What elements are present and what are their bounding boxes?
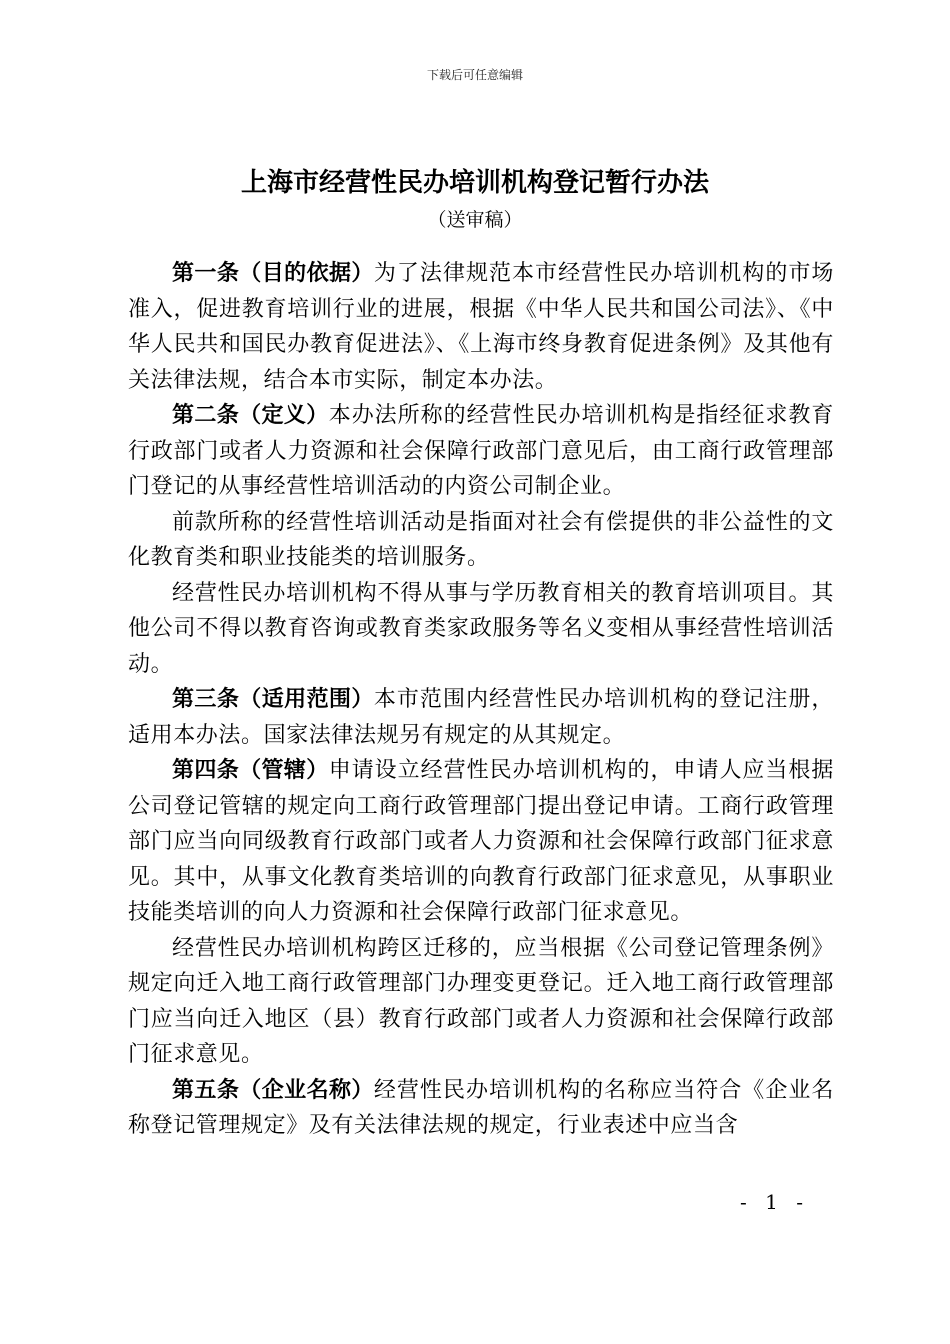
paragraph-article-2 bbox=[128, 398, 834, 505]
paragraph-article-3 bbox=[128, 682, 834, 753]
header-note: 下载后可任意编辑 bbox=[426, 68, 523, 82]
article-heading: 第五条（企业名称） bbox=[172, 1077, 374, 1103]
page-number: - 1 - bbox=[740, 1190, 809, 1214]
article-heading: 第二条（定义） bbox=[172, 403, 329, 428]
paragraph-text: 经营性民办培训机构跨区迁移的，应当根据《公司登记管理条例》规定向迁入地工商行政管理部门办理变更登记。迁入地工商行政管理部门应当向迁入地区（县）教育行政部门或者人力资源和社会保障行政部门征求意见。 bbox=[128, 935, 834, 1067]
paragraph-text: 本市范围内经营性民办培训机构的登记注册，适用本办法。国家法律法规另有规定的从其规定。 bbox=[128, 687, 834, 748]
document-body bbox=[128, 256, 834, 1144]
paragraph-article-1 bbox=[128, 256, 834, 398]
paragraph-text: 为了法律规范本市经营性民办培训机构的市场准入，促进教育培训行业的进展，根据《中华人民共和国公司法》、《中华人民共和国民办教育促进法》、《上海市终身教育促进条例》及其他有关法律法规，结合本市实际，制定本办法。 bbox=[128, 261, 834, 393]
paragraph-article-2-clause-3 bbox=[128, 576, 834, 683]
paragraph-text: 经营性民办培训机构不得从事与学历教育相关的教育培训项目。其他公司不得以教育咨询或教育类家政服务等名义变相从事经营性培训活动。 bbox=[128, 580, 834, 677]
paragraph-article-4 bbox=[128, 753, 834, 931]
paragraph-text: 本办法所称的经营性民办培训机构是指经征求教育行政部门或者人力资源和社会保障行政部门意见后，由工商行政管理部门登记的从事经营性培训活动的内资公司制企业。 bbox=[128, 403, 834, 499]
article-heading: 第三条（适用范围） bbox=[172, 687, 374, 712]
article-heading: 第一条（目的依据） bbox=[172, 261, 374, 286]
paragraph-text: 经营性民办培训机构的名称应当符合《企业名称登记管理规定》及有关法律法规的规定，行业表述中应当含 bbox=[128, 1077, 834, 1138]
paragraph-article-5 bbox=[128, 1073, 834, 1144]
paragraph-article-2-clause-2 bbox=[128, 505, 834, 576]
paragraph-text: 前款所称的经营性培训活动是指面对社会有偿提供的非公益性的文化教育类和职业技能类的培训服务。 bbox=[128, 509, 834, 570]
article-heading: 第四条（管辖） bbox=[172, 758, 329, 783]
paragraph-text: 申请设立经营性民办培训机构的，申请人应当根据公司登记管辖的规定向工商行政管理部门提出登记申请。工商行政管理部门应当向同级教育行政部门或者人力资源和社会保障行政部门征求意见。其中，从事文化教育类培训的向教育行政部门征求意见，从事职业技能类培训的向人力资源和社会保障行政部门征求意见。 bbox=[128, 758, 834, 925]
paragraph-article-4-clause-2 bbox=[128, 931, 834, 1073]
document-title: 上海市经营性民办培训机构登记暂行办法 bbox=[240, 168, 709, 198]
document-subtitle: （送审稿） bbox=[427, 209, 523, 231]
